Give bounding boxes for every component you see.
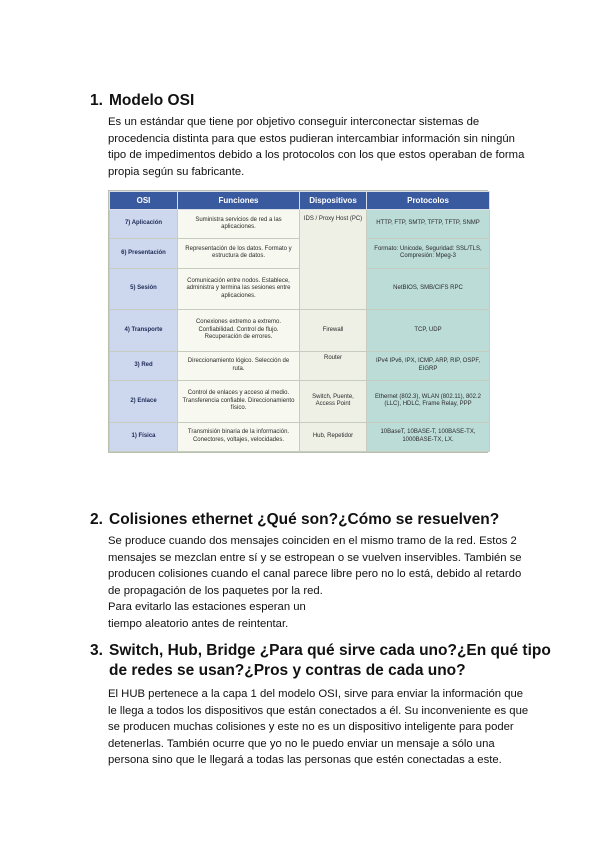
table-row (110, 210, 490, 239)
osi-device-cell: Hub, Repetidor (300, 422, 367, 451)
paragraph-line: mensajes se mezclan entre sí y se estropean o se vuelven inservibles. También se (108, 551, 522, 564)
osi-protocol-cell: Ethernet (802.3), WLAN (802.11), 802.2 (LLC), HDLC, Frame Relay, PPP (367, 381, 490, 423)
section-3-number: 3. (90, 642, 103, 659)
section-1-paragraph (108, 114, 528, 180)
osi-function-cell: Conexiones extremo a extremo. Confiabilidad. Control de flujo. Recuperación de errores. (178, 310, 300, 352)
section-2-title: Colisiones ethernet ¿Qué son?¿Cómo se resuelven? (109, 511, 500, 528)
paragraph-line: Para evitarlo las estaciones esperan un (108, 601, 306, 613)
osi-protocol-cell: HTTP, FTP, SMTP, TFTP, TFTP, SNMP (367, 210, 490, 239)
section-1-heading (90, 91, 529, 111)
paragraph-line: le llega a todos los dispositivos que están conectados a él. Su inconveniente es que (108, 704, 529, 717)
paragraph-line: persona sino que le llegará a todas las personas que estén conectadas a este. (108, 754, 502, 766)
paragraph-line: El HUB pertenece a la capa 1 del modelo OSI, sirve para enviar la información que (108, 688, 524, 700)
osi-function-cell: Suministra servicios de red a las aplicaciones. (178, 210, 300, 239)
osi-layer-cell: 1) Física (110, 422, 178, 451)
section-3-title-line: Switch, Hub, Bridge ¿Para qué sirve cada uno?¿En qué tipo (109, 642, 551, 659)
osi-layer-cell: 4) Transporte (110, 310, 178, 352)
osi-function-cell: Transmisión binaria de la información. Conectores, voltajes, velocidades. (178, 422, 300, 451)
osi-protocol-cell: Formato: Unicode, Seguridad: SSL/TLS, Compresión: Mpeg-3 (367, 239, 490, 268)
osi-function-cell: Direccionamiento lógico. Selección de ruta. (178, 351, 300, 380)
osi-function-cell: Representación de los datos. Formato y estructura de datos. (178, 239, 300, 268)
table-row (110, 422, 490, 451)
section-3-title (109, 641, 551, 681)
section-3-heading (90, 641, 551, 681)
osi-function-cell: Control de enlaces y acceso al medio. Transferencia confiable. Direccionamiento físico. (178, 381, 300, 423)
table-row (110, 310, 490, 352)
section-3-paragraph (108, 686, 528, 769)
table-row (110, 351, 490, 380)
osi-protocol-cell: 10BaseT, 10BASE-T, 100BASE-TX, 1000BASE-TX, LX. (367, 422, 490, 451)
osi-header-funciones: Funciones (178, 192, 300, 210)
osi-protocol-cell: NetBIOS, SMB/CIFS RPC (367, 268, 490, 310)
table-row (110, 381, 490, 423)
osi-device-cell: IDS / Proxy Host (PC) (300, 210, 367, 310)
section-1-title: Modelo OSI (109, 92, 195, 109)
section-3-title-line: de redes se usan?¿Pros y contras de cada uno? (109, 662, 466, 679)
osi-layer-cell: 3) Red (110, 351, 178, 380)
section-2-paragraph (108, 533, 528, 632)
osi-device-cell: Firewall (300, 310, 367, 352)
paragraph-line: detenerlas. También ocurre que yo no le puedo enviar un mensaje a sólo una (108, 737, 495, 750)
osi-protocol-cell: IPv4 IPv6, IPX, ICMP, ARP, RIP, OSPF, EIGRP (367, 351, 490, 380)
osi-function-cell: Comunicación entre nodos. Establece, administra y termina las sesiones entre aplicaciones. (178, 268, 300, 310)
osi-header-osi: OSI (110, 192, 178, 210)
osi-table-header-row (110, 192, 490, 210)
paragraph-line: procedencia distinta para que estos pudieran intercambiar información sin ningún (108, 132, 515, 145)
paragraph-line: de propagación de los paquetes por la red. (108, 584, 323, 597)
section-2-heading (90, 510, 529, 530)
osi-header-dispositivos: Dispositivos (300, 192, 367, 210)
paragraph-line: tipo de impedimentos debido a los protocolos con los que estos operaban de forma (108, 149, 525, 161)
paragraph-line: propia según su fabricante. (108, 165, 245, 178)
osi-layer-cell: 2) Enlace (110, 381, 178, 423)
osi-device-cell: Switch, Puente, Access Point (300, 381, 367, 423)
paragraph-line: tiempo aleatorio antes de reintentar. (108, 617, 289, 630)
osi-layer-cell: 6) Presentación (110, 239, 178, 268)
osi-header-protocolos: Protocolos (367, 192, 490, 210)
section-1-number: 1. (90, 92, 103, 109)
paragraph-line: Es un estándar que tiene por objetivo conseguir interconectar sistemas de (108, 116, 480, 128)
section-2-number: 2. (90, 511, 103, 528)
paragraph-line: producen colisiones cuando el canal parece libre pero no lo está, debido al retardo (108, 568, 522, 580)
osi-protocol-cell: TCP, UDP (367, 310, 490, 352)
osi-table (109, 191, 490, 452)
osi-device-cell: Router (300, 351, 367, 380)
osi-layer-cell: 7) Aplicación (110, 210, 178, 239)
osi-model-table-figure (108, 190, 488, 453)
paragraph-line: Se produce cuando dos mensajes coinciden en el mismo tramo de la red. Estos 2 (108, 535, 517, 547)
paragraph-line: se producen muchas colisiones y este no es un dispositivo inteligente para poder (108, 721, 514, 733)
osi-layer-cell: 5) Sesión (110, 268, 178, 310)
